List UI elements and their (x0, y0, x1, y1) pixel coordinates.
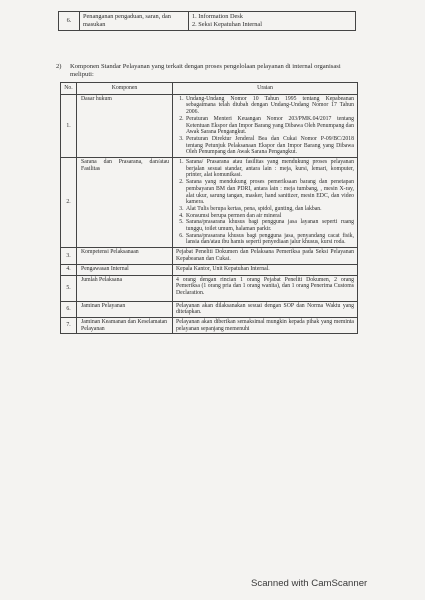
row-number: 2. (61, 158, 77, 248)
row-uraian (173, 158, 358, 248)
list-item: 1. Undang-Undang Nomor 10 Tahun 1995 tentang Kepabeanan sebagaimana telah diubah dengan Undang-Undang Nomor 17 Tahun 2006. (185, 96, 354, 116)
row-number: 6. (59, 12, 80, 31)
komponen-table (60, 82, 358, 334)
list-item: 2. Sarana yang mendukung proses pemeriksaan barang dan penetapan pembayaran BM dan PDRI, antara lain : meja tumbang, , mesin X-ray, alat ukur, sarung tangan, masker, hand sanitizer, mesin EDC, dan video kamera. (185, 179, 354, 206)
row-komponen: Penanganan pengaduan, saran, dan masukan (80, 12, 189, 31)
row-komponen: Jaminan Keamanan dan Keselamatan Pelayanan (77, 317, 173, 333)
table-header-row (61, 83, 358, 95)
uraian-list (176, 96, 354, 156)
table-row (61, 264, 358, 275)
list-item: 3. Peraturan Direktur Jenderal Bea dan Cukai Nomor P-09/BC/2018 tentang Petunjuk Pelaksanaan Ekspor dan Impor Barang yang Dibawa Oleh Penumpang dan Awak Sarana Pengangkut. (185, 136, 354, 156)
table-row (61, 248, 358, 264)
header-no: No. (61, 83, 77, 95)
row-number: 3. (61, 248, 77, 264)
row-number: 7. (61, 317, 77, 333)
section-number: 2) (56, 63, 62, 70)
top-table (58, 11, 356, 31)
list-item: 1. Sarana/ Prasarana atau fasilitas yang mendukung proses pelayanan berjalan sesuai standar, antara lain : meja, kursi, lemari, komputer, printer, alat komunikasi. (185, 159, 354, 179)
row-komponen: Jumlah Pelaksana (77, 275, 173, 301)
row-uraian: Pejabat Peneliti Dokumen dan Pelaksana Pemeriksa pada Seksi Pelayanan Kepabeanan dan Cukai. (173, 248, 358, 264)
row-uraian (189, 12, 356, 31)
table-row (59, 12, 356, 31)
row-uraian: 4 orang dengan rincian 1 orang Pejabat Peneliti Dokumen, 2 orang Pemeriksa (1 orang pria dan 1 orang wanita), dan 1 orang Penerima Customs Declaration. (173, 275, 358, 301)
list-item: 5. Sarana/prasarana khusus bagi pengguna jasa layanan seperti ruang tunggu, toilet umum, halaman parkir. (185, 219, 354, 232)
section-text: Komponen Standar Pelayanan yang terkait dengan proses pengelolaan pelayanan di internal organisasi meliputi: (70, 63, 341, 79)
row-number: 6. (61, 301, 77, 317)
header-uraian: Uraian (173, 83, 358, 95)
row-number: 4. (61, 264, 77, 275)
header-komponen: Komponen (77, 83, 173, 95)
row-uraian: Kepala Kantor, Unit Kepatuhan Internal. (173, 264, 358, 275)
list-item: 3. Alat Tulis berupa kertas, pena, spidol, gunting, dan lakban. (185, 206, 354, 213)
section-intro (56, 63, 360, 80)
uraian-line: 1. Information Desk (192, 13, 243, 20)
row-komponen: Pengawasan Internal (77, 264, 173, 275)
row-uraian: Pelayanan akan dilaksanakan sesuai dengan SOP dan Norma Waktu yang ditetapkan. (173, 301, 358, 317)
row-uraian (173, 94, 358, 157)
row-number: 1. (61, 94, 77, 157)
list-item: 2. Peraturan Menteri Keuangan Nomor 203/PMK.04/2017 tentang Ketentuan Ekspor dan Impor Barang yang Dibawa Oleh Penumpang dan Awak Sarana Pengangkut. (185, 116, 354, 136)
table-row (61, 94, 358, 157)
row-number: 5. (61, 275, 77, 301)
list-item: 4. Konsumsi berupa permen dan air mineral (185, 213, 354, 220)
row-uraian: Pelayanan akan diberikan semaksimal mungkin kepada pihak yang meminta pelayanan sepanjang memenuhi (173, 317, 358, 333)
uraian-line: 2. Seksi Kepatuhan Internal (192, 21, 262, 28)
row-komponen: Kompetensi Pelaksanaan (77, 248, 173, 264)
row-komponen: Jaminan Pelayanan (77, 301, 173, 317)
table-row (61, 158, 358, 248)
table-row (61, 317, 358, 333)
camscanner-watermark: Scanned with CamScanner (251, 578, 368, 589)
row-komponen: Dasar hukum (77, 94, 173, 157)
row-komponen: Sarana dan Prasarana, dan/atau Fasilitas (77, 158, 173, 248)
uraian-list (176, 159, 354, 246)
table-row (61, 275, 358, 301)
list-item: 6. Sarana/prasarana khusus bagi pengguna jasa, penyandang cacat fisik, lansia dan/atau ibu hamis seperti penyediaan jalur khusus, kursi roda. (185, 233, 354, 246)
table-row (61, 301, 358, 317)
